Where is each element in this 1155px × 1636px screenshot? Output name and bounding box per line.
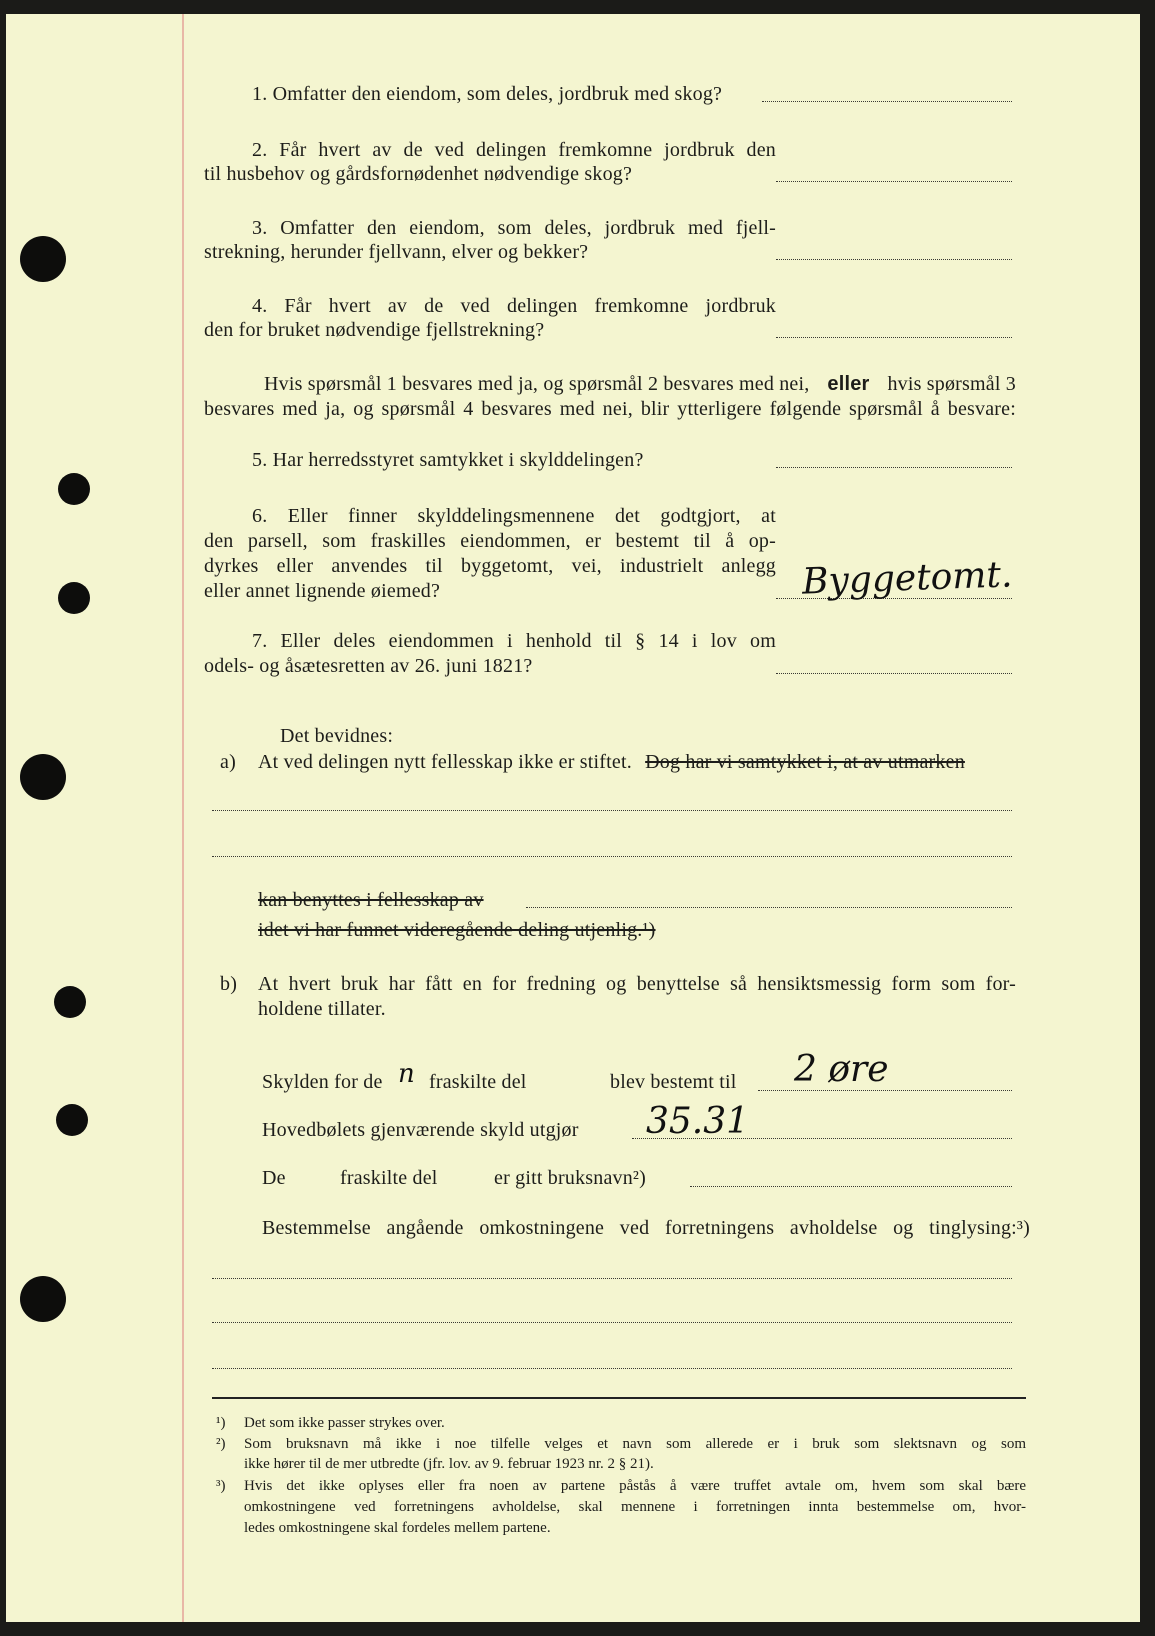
attest-b-line1: At hvert bruk har fått en for fredning og benyttelse så hensiktsmessig form som for-	[258, 973, 1016, 995]
question-4-line1: 4. Får hvert av de ved delingen fremkomne jordbruk	[252, 295, 776, 317]
footnote-1: Det som ikke passer strykes over.	[244, 1415, 445, 1431]
skyld-line1-hand: n	[398, 1059, 415, 1089]
attest-b-label: b)	[220, 973, 238, 995]
answer-6-handwriting: Byggetomt.	[801, 554, 1014, 603]
struck-line-1: kan benyttes i fellesskap av	[258, 889, 484, 911]
skyld-line1-b: fraskilte del	[429, 1071, 527, 1093]
skyld-line1-a: Skylden for de	[262, 1071, 383, 1093]
footnote-3-line1: Hvis det ikke oplyses eller fra noen av partene påstås å være truffet avtale om, hvem som skal bære	[244, 1478, 1026, 1494]
punch-hole	[20, 236, 66, 282]
footnote-2-line1: Som bruksnavn må ikke i noe tilfelle velges et navn som allerede er i bruk som slektsnavn og som	[244, 1436, 1026, 1452]
question-2-line1: 2. Får hvert av de ved delingen fremkomne jordbruk den	[252, 139, 776, 161]
footnote-3-line3: ledes omkostningene skal fordeles mellem partene.	[244, 1520, 551, 1536]
struck-line-1-dots	[526, 907, 1012, 908]
attest-a-statement: At ved delingen nytt fellesskap ikke er stiftet.	[258, 751, 632, 773]
answer-line-1	[762, 101, 1012, 102]
punch-hole	[56, 1104, 88, 1136]
attest-a-line2	[212, 856, 1012, 857]
question-3-line2: strekning, herunder fjellvann, elver og bekker?	[204, 241, 589, 263]
form-page	[6, 14, 1140, 1622]
answer-line-2	[776, 181, 1012, 182]
punch-hole	[58, 473, 90, 505]
question-6-line1: 6. Eller finner skylddelingsmennene det godtgjort, at	[252, 505, 776, 527]
punch-hole	[58, 582, 90, 614]
question-1: 1. Omfatter den eiendom, som deles, jordbruk med skog?	[252, 83, 723, 105]
question-7-line2: odels- og åsætesretten av 26. juni 1821?	[204, 655, 533, 677]
answer-line-3	[776, 259, 1012, 260]
skyld-line1-dots	[758, 1090, 1012, 1091]
cost-line-1	[212, 1278, 1012, 1279]
condition-text-b: eller	[827, 373, 870, 395]
skyld-line2-label: Hovedbølets gjenværende skyld utgjør	[262, 1119, 579, 1141]
footnote-rule	[212, 1397, 1026, 1399]
skyld-line1-value: 2 øre	[794, 1049, 889, 1090]
question-6-line3: dyrkes eller anvendes til byggetomt, vei, industrielt anlegg	[204, 555, 776, 577]
condition-line1	[264, 372, 1016, 396]
skyld-line3-c: er gitt bruksnavn²)	[494, 1167, 646, 1189]
question-5: 5. Har herredsstyret samtykket i skylddelingen?	[252, 449, 644, 471]
cost-line-2	[212, 1322, 1012, 1323]
skyld-line3-dots	[690, 1186, 1012, 1187]
punch-hole	[20, 1276, 66, 1322]
skyld-line4: Bestemmelse angående omkostningene ved forretningens avholdelse og tinglysing:³)	[262, 1217, 1030, 1239]
attest-a-label: a)	[220, 751, 236, 773]
attest-b-line2: holdene tillater.	[258, 998, 386, 1020]
question-3-line1: 3. Omfatter den eiendom, som deles, jordbruk med fjell-	[252, 217, 776, 239]
skyld-line2-value: 35.31	[646, 1101, 750, 1142]
punch-hole	[20, 754, 66, 800]
footnote-1-mark: ¹)	[216, 1415, 226, 1431]
footnote-3-mark: ³)	[216, 1478, 226, 1494]
margin-line	[182, 14, 184, 1622]
cost-line-3	[212, 1368, 1012, 1369]
skyld-line1-c: blev bestemt til	[610, 1071, 737, 1093]
question-4-line2: den for bruket nødvendige fjellstrekning?	[204, 319, 545, 341]
question-6-line2: den parsell, som fraskilles eiendommen, er bestemt til å op-	[204, 530, 776, 552]
answer-line-4	[776, 337, 1012, 338]
footnote-2-line2: ikke hører til de mer utbredte (jfr. lov. av 9. februar 1923 nr. 2 § 21).	[244, 1456, 654, 1472]
question-6-line4: eller annet lignende øiemed?	[204, 580, 441, 602]
struck-line-2: idet vi har funnet videregående deling utjenlig.¹)	[258, 919, 656, 941]
answer-line-7	[776, 673, 1012, 674]
skyld-line3-b: fraskilte del	[340, 1167, 438, 1189]
attest-a-line1	[212, 810, 1012, 811]
skyld-line3-a: De	[262, 1167, 286, 1189]
attest-a-text	[258, 750, 965, 774]
condition-text-a: Hvis spørsmål 1 besvares med ja, og spørsmål 2 besvares med nei,	[264, 373, 810, 395]
condition-line2: besvares med ja, og spørsmål 4 besvares med nei, blir ytterligere følgende spørsmål å besvare:	[204, 398, 1016, 420]
question-7-line1: 7. Eller deles eiendommen i henhold til § 14 i lov om	[252, 630, 776, 652]
punch-hole	[54, 986, 86, 1018]
condition-text-c: hvis spørsmål 3	[887, 373, 1016, 395]
attest-heading: Det bevidnes:	[280, 725, 394, 747]
footnote-2-mark: ²)	[216, 1436, 226, 1452]
attest-a-struck: Dog har vi samtykket i, at av utmarken	[645, 751, 965, 773]
answer-line-5	[776, 467, 1012, 468]
footnote-3-line2: omkostningene ved forretningens avholdelse, skal mennene i forretningen innta bestemmelse om, hvor-	[244, 1499, 1026, 1515]
question-2-line2: til husbehov og gårdsfornødenhet nødvendige skog?	[204, 163, 633, 185]
